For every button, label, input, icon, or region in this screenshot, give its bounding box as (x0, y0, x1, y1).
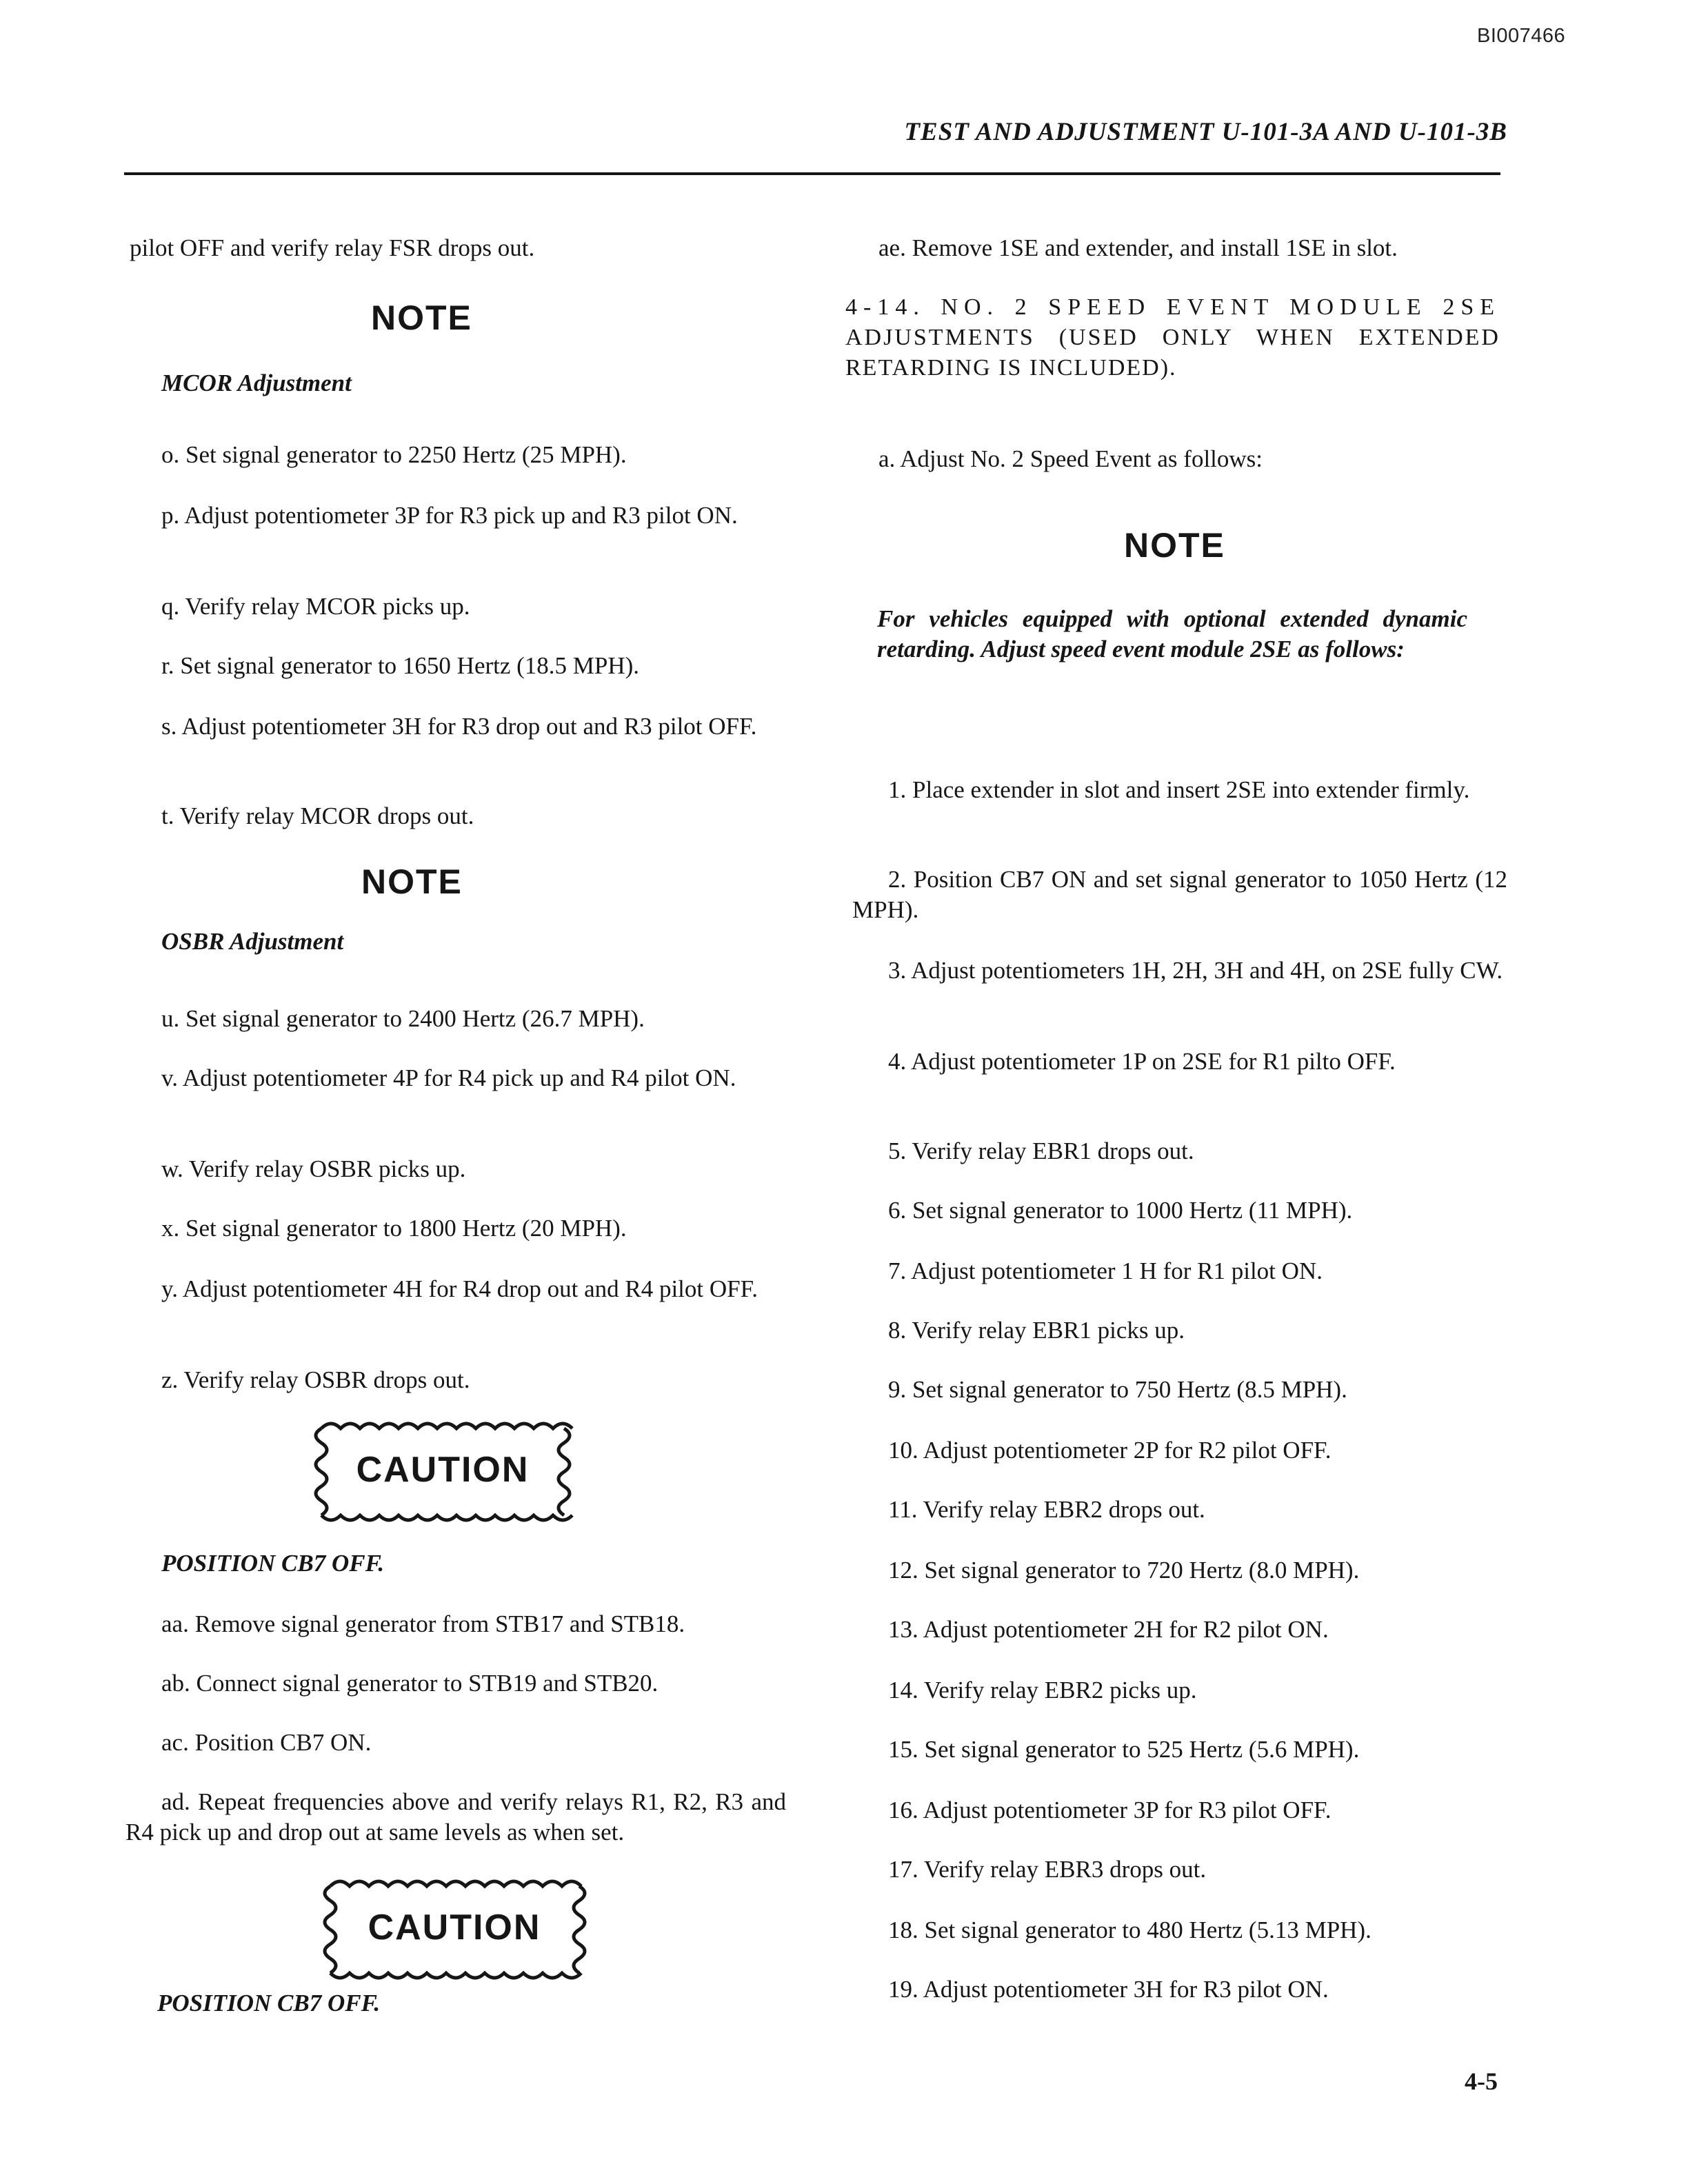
section-heading-line2: ADJUSTMENTS (USED ONLY WHEN EXTENDED (845, 325, 1500, 350)
step-o: o. Set signal generator to 2250 Hertz (25 MPH). (161, 441, 627, 468)
step-ad: ad. Repeat frequencies above and verify relays R1, R2, R3 and R4 pick up and drop out at same levels as when set. (125, 1788, 786, 1846)
step-ae: ae. Remove 1SE and extender, and install 1SE in slot. (878, 234, 1398, 261)
step-18: 18. Set signal generator to 480 Hertz (5.13 MPH). (888, 1917, 1372, 1943)
page-number: 4-5 (1465, 2067, 1498, 2095)
step-9: 9. Set signal generator to 750 Hertz (8.5 MPH). (888, 1376, 1347, 1403)
step-u: u. Set signal generator to 2400 Hertz (26.7 MPH). (161, 1005, 645, 1032)
step-19: 19. Adjust potentiometer 3H for R3 pilot ON. (888, 1976, 1329, 2003)
caution-text-2: POSITION CB7 OFF. (157, 1990, 381, 2016)
step-5: 5. Verify relay EBR1 drops out. (888, 1138, 1194, 1164)
step-ab: ab. Connect signal generator to STB19 and STB20. (161, 1670, 659, 1697)
caution-box-2 (320, 1872, 589, 1987)
step-11: 11. Verify relay EBR2 drops out. (888, 1496, 1205, 1523)
header-rule (124, 172, 1500, 175)
step-a: a. Adjust No. 2 Speed Event as follows: (878, 445, 1263, 472)
step-1: 1. Place extender in slot and insert 2SE into extender firmly. (888, 776, 1470, 803)
note-heading-osbr: NOTE (361, 862, 463, 901)
note-subhead-osbr: OSBR Adjustment (161, 928, 344, 955)
section-heading-line3: RETARDING IS INCLUDED). (845, 355, 1177, 381)
caution-label-2: CAUTION (368, 1908, 541, 1948)
note-subhead-mcor: MCOR Adjustment (161, 370, 352, 396)
step-ac: ac. Position CB7 ON. (161, 1729, 372, 1756)
step-8: 8. Verify relay EBR1 picks up. (888, 1317, 1185, 1344)
step-7: 7. Adjust potentiometer 1 H for R1 pilot ON. (888, 1257, 1323, 1284)
continued-text: pilot OFF and verify relay FSR drops out. (130, 234, 535, 261)
section-heading-line1: 4-14. NO. 2 SPEED EVENT MODULE 2SE (845, 294, 1500, 320)
caution-box-1 (312, 1415, 574, 1529)
caution-text-1: POSITION CB7 OFF. (161, 1550, 385, 1577)
step-4: 4. Adjust potentiometer 1P on 2SE for R1 pilto OFF. (888, 1048, 1396, 1075)
step-t: t. Verify relay MCOR drops out. (161, 802, 474, 829)
note-heading-2se: NOTE (1124, 526, 1225, 565)
step-r: r. Set signal generator to 1650 Hertz (18.5 MPH). (161, 652, 640, 679)
running-head: TEST AND ADJUSTMENT U-101-3A AND U-101-3B (904, 118, 1507, 146)
step-x: x. Set signal generator to 1800 Hertz (20 MPH). (161, 1215, 627, 1242)
step-17: 17. Verify relay EBR3 drops out. (888, 1856, 1207, 1883)
step-aa: aa. Remove signal generator from STB17 and STB18. (161, 1610, 685, 1637)
step-w: w. Verify relay OSBR picks up. (161, 1155, 466, 1182)
step-v: v. Adjust potentiometer 4P for R4 pick up and R4 pilot ON. (161, 1064, 736, 1091)
note-body-2se: For vehicles equipped with optional extended dynamic retarding. Adjust speed event module 2SE as follows: (877, 605, 1467, 663)
step-13: 13. Adjust potentiometer 2H for R2 pilot ON. (888, 1616, 1329, 1643)
step-14: 14. Verify relay EBR2 picks up. (888, 1677, 1197, 1703)
step-6: 6. Set signal generator to 1000 Hertz (11 MPH). (888, 1197, 1353, 1224)
step-10: 10. Adjust potentiometer 2P for R2 pilot OFF. (888, 1437, 1332, 1464)
step-s: s. Adjust potentiometer 3H for R3 drop out and R3 pilot OFF. (161, 713, 757, 740)
step-p: p. Adjust potentiometer 3P for R3 pick up and R3 pilot ON. (161, 502, 738, 529)
step-15: 15. Set signal generator to 525 Hertz (5.6 MPH). (888, 1736, 1360, 1763)
step-z: z. Verify relay OSBR drops out. (161, 1366, 470, 1393)
step-2: 2. Position CB7 ON and set signal generator to 1050 Hertz (12 MPH). (852, 866, 1507, 923)
step-12: 12. Set signal generator to 720 Hertz (8.0 MPH). (888, 1557, 1360, 1584)
step-16: 16. Adjust potentiometer 3P for R3 pilot OFF. (888, 1797, 1332, 1823)
step-3: 3. Adjust potentiometers 1H, 2H, 3H and 4H, on 2SE fully CW. (888, 957, 1503, 984)
caution-label-1: CAUTION (356, 1450, 530, 1490)
step-q: q. Verify relay MCOR picks up. (161, 593, 470, 620)
step-y: y. Adjust potentiometer 4H for R4 drop out and R4 pilot OFF. (161, 1275, 758, 1302)
note-heading-mcor: NOTE (371, 299, 472, 337)
document-id: BI007466 (1477, 25, 1566, 47)
